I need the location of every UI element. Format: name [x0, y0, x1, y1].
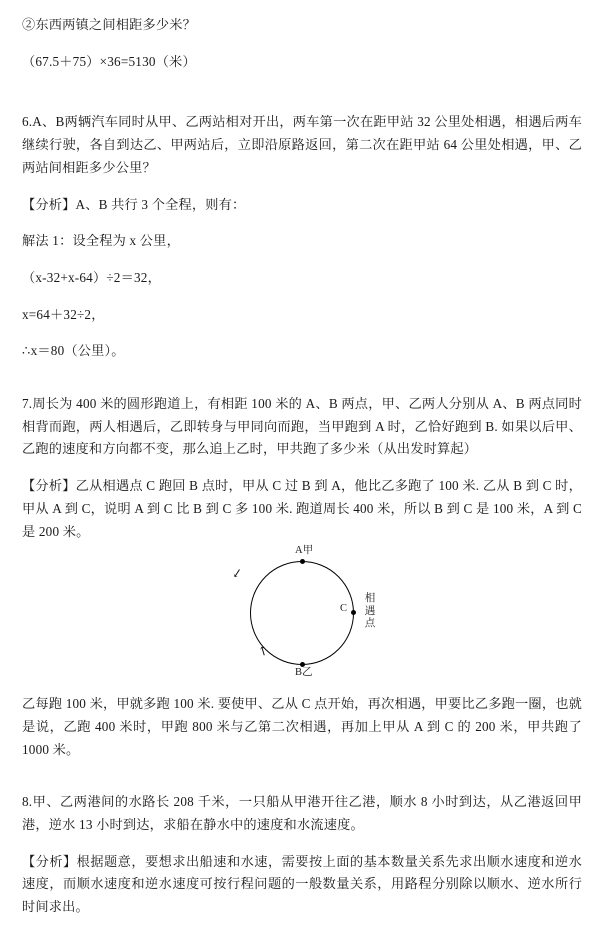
- question-2-answer: （67.5＋75）×36=5130（米）: [22, 53, 196, 69]
- question-7-analysis: 【分析】乙从相遇点 C 跑回 B 点时，甲从 C 过 B 到 A，他比乙多跑了 100 米. 乙从 B 到 C 时，甲从 A 到 C，说明 A 到 C 比 B 到 C 多 100 米. 跑道周长 400 米，所以 B 到 C 是 100 米，A 到 C 是 200 米。: [22, 478, 582, 539]
- point-c-label: C: [340, 603, 348, 615]
- question-6-result: ∴x＝80（公里）。: [22, 343, 125, 359]
- point-c-dot: [351, 610, 356, 615]
- question-6-equation-2: x=64＋32÷2，: [22, 306, 105, 322]
- question-7-title: 7.周长为 400 米的圆形跑道上，有相距 100 米的 A、B 两点，甲、乙两人分别从 A、B 两点同时相背而跑，两人相遇后，乙即转身与甲同向而跑，当甲跑到 A 时，乙恰好跑到 B. 如果以后甲、乙跑的速度和方向都不变，那么追上乙时，甲共跑了多少米（从出发时算起）: [22, 396, 582, 457]
- point-b-label: B乙: [295, 667, 313, 679]
- arrow-bottom-icon: ↖: [255, 642, 271, 660]
- question-8-title: 8.甲、乙两港间的水路长 208 千米，一只船从甲港开往乙港，顺水 8 小时到达，从乙港返回甲港，逆水 13 小时到达，求船在静水中的速度和水流速度。: [22, 794, 582, 833]
- question-6-title: 6.A、B两辆汽车同时从甲、乙两站相对开出，两车第一次在距甲站 32 公里处相遇，相遇后两车继续行驶，各自到达乙、甲两站后，立即沿原路返回，第二次在距甲站 64 公里处相遇，甲、乙两站间相距多少公里？: [22, 114, 582, 175]
- question-2-title: ②东西两镇之间相距多少米？: [22, 17, 197, 32]
- point-a-label: A甲: [295, 545, 314, 557]
- question-6-method: 解法 1：设全程为 x 公里，: [22, 233, 180, 249]
- figure-canvas: [192, 545, 412, 679]
- question-8-analysis: 【分析】根据题意，要想求出船速和水速，需要按上面的基本数量关系先求出顺水速度和逆水速度，而顺水速度和逆水速度可按行程问题的一般数量关系，用路程分别除以顺水、逆水所行时间求出。: [22, 853, 582, 915]
- question-6-equation-1: （x-32+x-64）÷2＝32，: [22, 269, 161, 285]
- arrow-top-icon: ↙: [230, 565, 244, 582]
- question-6-analysis: 【分析】A、B 共行 3 个全程，则有：: [22, 196, 246, 212]
- point-a-dot: [300, 559, 305, 564]
- meeting-point-label: 相遇点: [364, 593, 376, 629]
- question-7-solution: 乙每跑 100 米，甲就多跑 100 米. 要使甲、乙从 C 点开始，再次相遇，甲要比乙多跑一圈，也就是说，乙跑 400 米时，甲跑 800 米与乙第二次相遇，再加上甲从 A 到 C 的 200 米，甲共跑了 1000 米。: [22, 696, 582, 757]
- running-track-figure: [22, 545, 582, 679]
